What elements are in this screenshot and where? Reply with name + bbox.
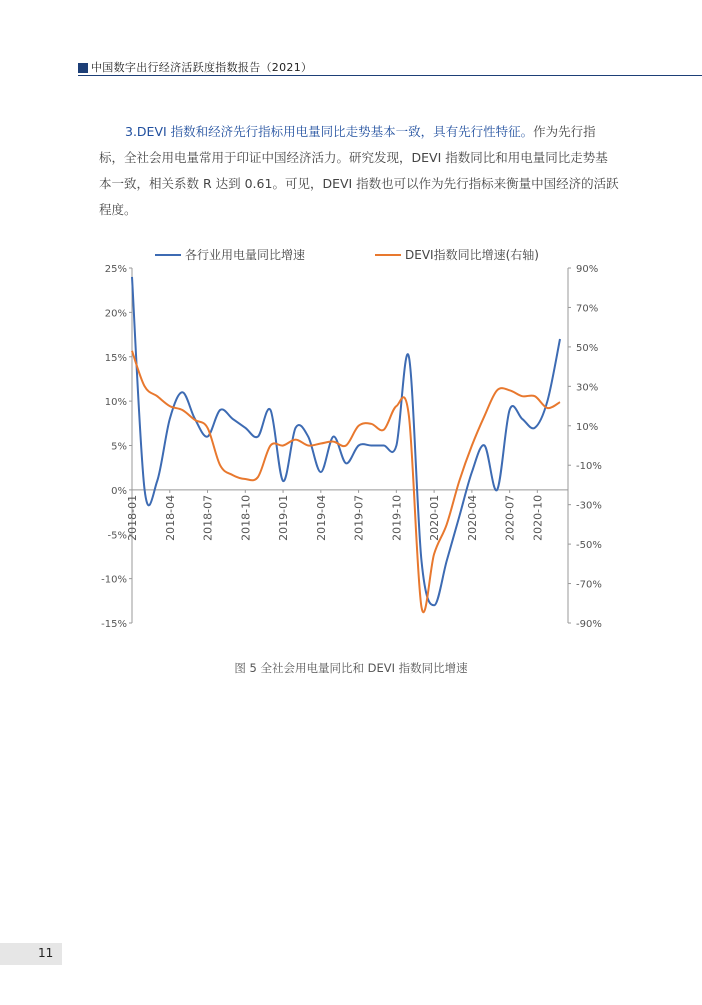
running-header [78,58,702,76]
y-left-tick-label: 5% [111,441,127,453]
page-number: 11 [38,946,54,960]
y-right-tick-label: 90% [576,264,599,275]
x-tick-label: 2020-01 [428,494,442,541]
x-tick-label: 2020-07 [503,494,517,541]
x-tick-label: 2019-04 [314,494,328,541]
y-right-tick-label: 30% [576,382,599,394]
body-paragraph [99,119,619,223]
y-right-tick-label: 50% [576,342,599,354]
paragraph-body: 作为先行指标，全社会用电量常用于印证中国经济活力。研究发现，DEVI 指数同比和用电量同比走势基本一致，相关系数 R 达到 0.61。可见，DEVI 指数也可以作为先行指标来衡量中国经济的活跃程度。 [99,124,619,217]
series-line-electricity [132,277,560,605]
x-tick-label: 2018-07 [201,494,215,541]
y-right-tick-label: 70% [576,303,599,315]
y-left-tick-label: 25% [104,264,127,275]
figure-caption: 图 5 全社会用电量同比和 DEVI 指数同比增速 [234,661,468,675]
y-right-tick-label: -50% [576,540,602,552]
y-left-tick-label: -15% [101,619,127,630]
legend-label: DEVI指数同比增速(右轴) [405,248,539,262]
y-left-tick-label: 15% [104,352,127,364]
y-right-tick-label: 10% [576,421,599,433]
y-right-tick-label: -90% [576,619,602,630]
x-tick-label: 2020-10 [531,494,545,541]
line-chart [90,238,610,638]
y-left-tick-label: -5% [107,530,127,542]
x-tick-label: 2019-10 [390,494,404,541]
header-title: 中国数字出行经济活跃度指数报告（2021） [91,61,313,74]
y-left-tick-label: -10% [101,574,127,586]
y-right-tick-label: -10% [576,461,602,473]
y-left-tick-label: 0% [111,485,127,497]
series-line-devi [132,351,560,612]
x-tick-label: 2018-04 [163,494,177,541]
paragraph-lead: 3.DEVI 指数和经济先行指标用电量同比走势基本一致，具有先行性特征。 [125,124,534,139]
x-tick-label: 2020-04 [465,494,479,541]
page-number-box [0,943,62,965]
legend-label: 各行业用电量同比增速 [185,248,306,262]
x-tick-label: 2019-07 [352,494,366,541]
y-left-tick-label: 20% [104,308,127,320]
x-tick-label: 2018-10 [239,494,253,541]
y-right-tick-label: -30% [576,500,602,512]
header-square-icon [78,63,88,73]
y-left-tick-label: 10% [104,397,127,409]
x-tick-label: 2018-01 [126,494,139,541]
y-right-tick-label: -70% [576,579,602,591]
x-tick-label: 2019-01 [277,494,291,541]
header-rule [78,75,702,76]
